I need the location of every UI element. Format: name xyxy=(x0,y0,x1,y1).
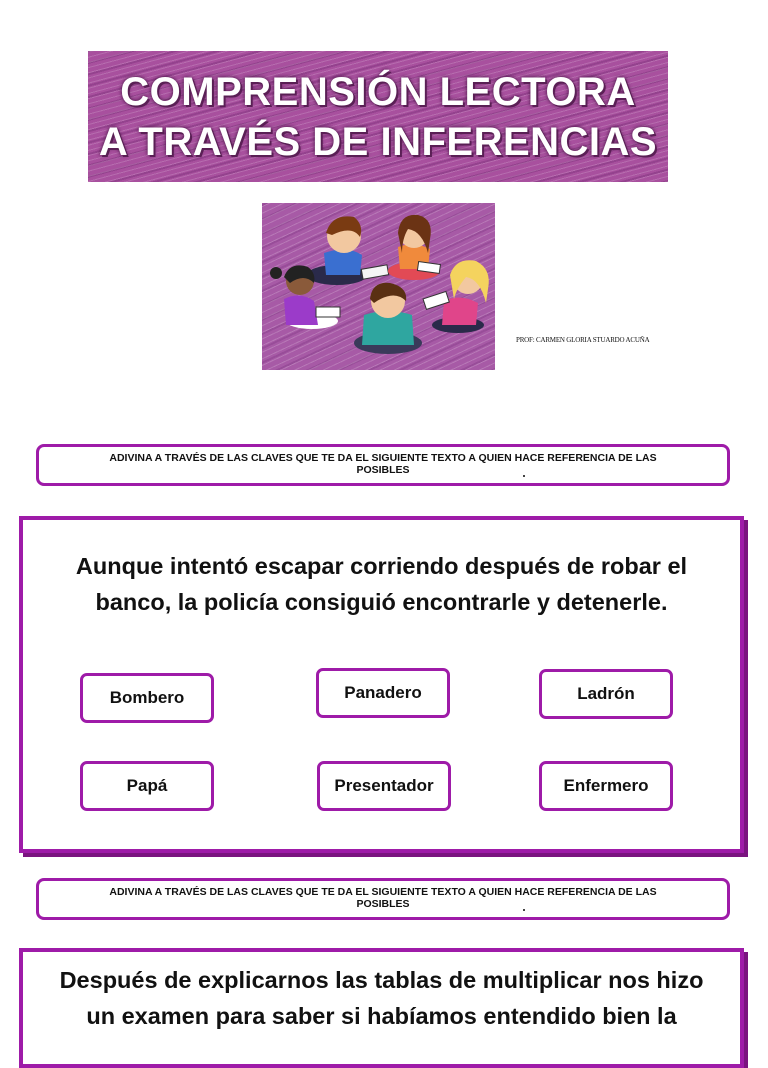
instruction-text-line-1: ADIVINA A TRAVÉS DE LAS CLAVES QUE TE DA EL SIGUIENTE TEXTO A QUIEN HACE REFERENCIA DE LAS xyxy=(109,452,657,464)
option-presentador[interactable]: Presentador xyxy=(317,761,451,811)
question-text-2 xyxy=(23,962,740,1034)
question-line-1: Aunque intentó escapar corriendo después de robar el xyxy=(75,553,688,579)
question-text-1 xyxy=(23,548,740,620)
dot-mark xyxy=(523,909,525,911)
title-line-2: A TRAVÉS DE INFERENCIAS xyxy=(98,119,658,164)
instruction-text-line-2: POSIBLES xyxy=(356,464,410,476)
instruction-text-line-1: ADIVINA A TRAVÉS DE LAS CLAVES QUE TE DA EL SIGUIENTE TEXTO A QUIEN HACE REFERENCIA DE LAS xyxy=(109,886,657,898)
title-line-1: COMPRENSIÓN LECTORA xyxy=(120,69,636,114)
option-bombero[interactable]: Bombero xyxy=(80,673,214,723)
option-panadero[interactable]: Panadero xyxy=(316,668,450,718)
instruction-box-1 xyxy=(36,444,730,486)
instruction-text-line-2: POSIBLES xyxy=(356,898,410,910)
question-line-2: un examen para saber si habíamos entendido bien la xyxy=(86,1003,677,1029)
dot-mark xyxy=(523,475,525,477)
boy-green-shirt-figure xyxy=(354,283,422,354)
question-box-1 xyxy=(19,516,744,853)
option-enfermero[interactable]: Enfermero xyxy=(539,761,673,811)
boy-blue-shirt-figure xyxy=(307,216,389,285)
title-banner xyxy=(88,51,668,182)
girl-orange-shirt-figure xyxy=(388,215,440,280)
author-credit: PROF: CARMEN GLORIA STUARDO ACUÑA xyxy=(516,336,650,344)
question-box-2 xyxy=(19,948,744,1068)
option-papa[interactable]: Papá xyxy=(80,761,214,811)
instruction-box-2 xyxy=(36,878,730,920)
question-line-1: Después de explicarnos las tablas de multiplicar nos hizo xyxy=(59,967,704,993)
question-line-2: banco, la policía consiguió encontrarle y detenerle. xyxy=(95,589,668,615)
children-reading-illustration xyxy=(262,203,495,370)
option-ladron[interactable]: Ladrón xyxy=(539,669,673,719)
